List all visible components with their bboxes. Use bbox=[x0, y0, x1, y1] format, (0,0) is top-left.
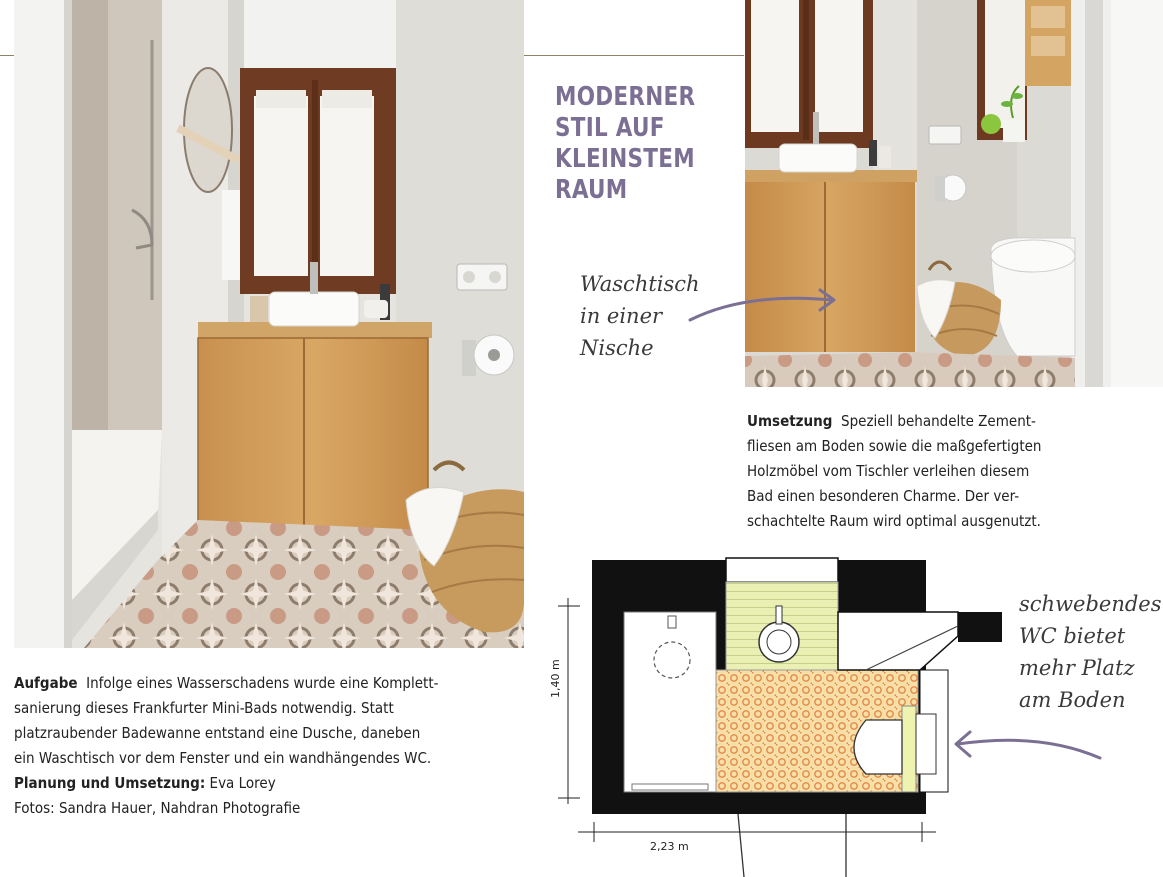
dimension-height-label: 1,40 m bbox=[549, 659, 562, 698]
headline-line: MODERNER bbox=[555, 82, 696, 112]
note-wc bbox=[1019, 588, 1162, 716]
umsetzung-label: Umsetzung bbox=[747, 412, 833, 430]
bathroom-photo-main bbox=[14, 0, 524, 648]
planung-value: Eva Lorey bbox=[209, 774, 276, 792]
note-line: WC bietet bbox=[1019, 624, 1126, 648]
umsetzung-text bbox=[747, 409, 1041, 534]
floor-plan bbox=[548, 552, 1008, 877]
aufgabe-line: sanierung dieses Frankfurter Mini-Bads notwendig. Statt bbox=[14, 699, 394, 717]
umsetzung-line: schachtelte Raum wird optimal ausgenutzt. bbox=[747, 512, 1041, 530]
note-line: Waschtisch bbox=[580, 272, 700, 296]
top-rule-left bbox=[0, 55, 14, 56]
note-line: mehr Platz bbox=[1019, 656, 1135, 680]
note-line: in einer bbox=[580, 304, 663, 328]
note-waschtisch bbox=[580, 268, 700, 364]
planung-label: Planung und Umsetzung: bbox=[14, 774, 206, 792]
aufgabe-line: ein Waschtisch vor dem Fenster und ein wandhängendes WC. bbox=[14, 749, 432, 767]
note-line: Nische bbox=[580, 336, 654, 360]
umsetzung-line: Speziell behandelte Zement- bbox=[841, 412, 1036, 430]
note-line: am Boden bbox=[1019, 688, 1126, 712]
aufgabe-line: platzraubender Badewanne entstand eine Dusche, daneben bbox=[14, 724, 421, 742]
aufgabe-line: Infolge eines Wasserschadens wurde eine Komplett- bbox=[86, 674, 439, 692]
dimension-width-label: 2,23 m bbox=[650, 840, 689, 853]
photo-credits: Fotos: Sandra Hauer, Nahdran Photografie bbox=[14, 799, 301, 817]
note-line: schwebendes bbox=[1019, 592, 1162, 616]
headline-line: STIL AUF bbox=[555, 113, 665, 143]
headline bbox=[555, 82, 730, 206]
top-rule-right bbox=[524, 55, 744, 56]
arrow-to-waschtisch-icon bbox=[686, 286, 846, 326]
headline-line: RAUM bbox=[555, 175, 628, 205]
aufgabe-text bbox=[14, 671, 439, 821]
umsetzung-line: Bad einen besonderen Charme. Der ver- bbox=[747, 487, 1020, 505]
arrow-to-wc-icon bbox=[950, 728, 1110, 768]
umsetzung-line: Holzmöbel vom Tischler verleihen diesem bbox=[747, 462, 1030, 480]
headline-line: KLEINSTEM bbox=[555, 144, 695, 174]
umsetzung-line: fliesen am Boden sowie die maßgefertigten bbox=[747, 437, 1042, 455]
aufgabe-label: Aufgabe bbox=[14, 674, 78, 692]
bathroom-photo-wc bbox=[745, 0, 1163, 387]
